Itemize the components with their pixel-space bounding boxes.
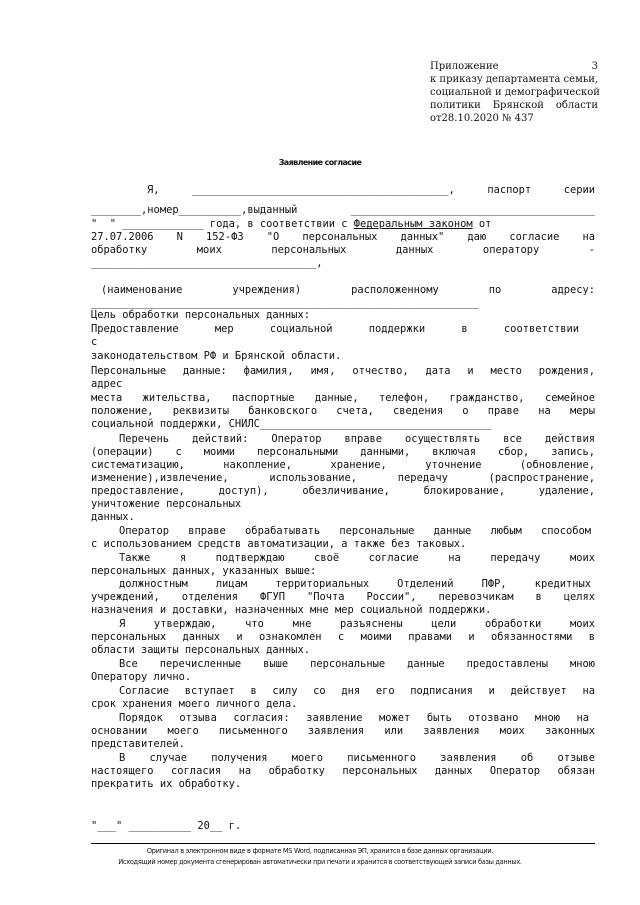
appendix-line: Приложение 3 bbox=[430, 61, 598, 72]
footer-note: Оригинал в электронном виде в формате MS Word, подписанная ЭП, хранится в базе данных организации. bbox=[146, 847, 494, 855]
body-line: 27.07.2006 N 152-ФЗ "О персональных данных" даю согласие на bbox=[91, 231, 595, 243]
body-line: персональных данных, указанных выше: bbox=[91, 565, 317, 577]
body-line: Цель обработки персональных данных: bbox=[91, 309, 310, 321]
body-line: учреждений, отделения ФГУП "Почта России", перевозчикам в целях bbox=[91, 591, 595, 603]
body-line: положение, реквизиты банковского счета, сведения о праве на меры bbox=[91, 405, 595, 417]
date-line: "___" __________ 20__ г. bbox=[91, 820, 242, 832]
body-line: уничтожение персональных bbox=[91, 498, 242, 510]
body-line: области защиты персональных данных. bbox=[91, 644, 310, 656]
body-line: обработку моих персональных данных оператору - bbox=[91, 244, 595, 256]
body-line: представителей. bbox=[91, 738, 185, 750]
body-line: назначения и доставки, назначенных мне мер социальной поддержки. bbox=[91, 604, 492, 616]
body-line: срок хранения моего личного дела. bbox=[91, 698, 298, 710]
body-line: Согласие вступает в силу со дня его подписания и действует на bbox=[119, 685, 595, 697]
body-line: данных. bbox=[91, 511, 135, 523]
body-line: с использованием средств автоматизации, а также без таковых. bbox=[91, 538, 467, 550]
body-line: Оператор вправе обрабатывать персональные данные любым способом bbox=[119, 525, 591, 537]
body-line: ________,номер__________,выданный _______________________________________ bbox=[91, 204, 595, 216]
body-line: В случае получения моего письменного заявления об отзыве bbox=[119, 752, 595, 764]
body-text: от bbox=[472, 218, 492, 230]
body-line: настоящего согласия на обработку персональных данных Оператор обязан bbox=[91, 765, 595, 777]
body-line: персональных данных и ознакомлен с моими правами и обязанностями в bbox=[91, 631, 595, 643]
body-line: основании моего письменного заявления или заявления моих законных bbox=[91, 725, 595, 737]
body-line: изменение),извлечение, использование, передачу (распространение, bbox=[91, 472, 595, 484]
body-line: Предоставление мер социальной поддержки в соответствии bbox=[91, 323, 579, 335]
body-line bbox=[91, 218, 595, 231]
body-line: места жительства, паспортные данные, телефон, гражданство, семейное bbox=[91, 392, 595, 404]
body-line: прекратить их обработку. bbox=[91, 778, 242, 790]
body-line: Я, _________________________________________, паспорт серии bbox=[147, 184, 595, 196]
body-line: предоставление, доступ), обезличивание, блокирование, удаление, bbox=[91, 485, 595, 497]
body-line: Все перечисленные выше персональные данные предоставлены мною bbox=[119, 658, 595, 670]
appendix-line: социальной и демографической bbox=[430, 87, 600, 98]
appendix-line: политики Брянской области bbox=[430, 100, 598, 111]
body-text: " " _____________ года, в соответствии с bbox=[91, 218, 354, 230]
body-line: ____________________________________, bbox=[91, 257, 323, 269]
federal-law-link[interactable]: Федеральным законом bbox=[353, 218, 473, 230]
body-line: Перечень действий: Оператор вправе осуществлять все действия bbox=[119, 433, 595, 445]
body-line: (операции) с моими персональными данными, включая сбор, запись, bbox=[91, 446, 595, 458]
body-line: социальной поддержки, СНИЛС_____________________________________ bbox=[91, 418, 492, 430]
body-line: Также я подтверждаю своё согласие на передачу моих bbox=[119, 552, 595, 564]
body-line: с bbox=[91, 336, 98, 348]
body-line: Порядок отзыва согласия: заявление может быть отозвано мною на bbox=[119, 712, 589, 724]
body-line: (наименование учреждения) расположенному по адресу: bbox=[101, 284, 595, 296]
body-line: ______________________________________________________________ bbox=[91, 297, 479, 309]
document-title: Заявление согласие bbox=[278, 158, 362, 167]
body-line: Персональные данные: фамилия, имя, отчество, дата и место рождения, bbox=[91, 365, 595, 377]
body-line: адрес bbox=[91, 378, 123, 390]
body-line: должностным лицам территориальных Отделений ПФР, кредитных bbox=[119, 578, 591, 590]
appendix-line: к приказу департамента семьи, bbox=[430, 74, 599, 85]
appendix-block bbox=[430, 60, 598, 125]
body-line: законодательством РФ и Брянской области. bbox=[91, 350, 342, 362]
body-line: Я утверждаю, что мне разъяснены цели обработки моих bbox=[119, 618, 595, 630]
footer-note: Исходящий номер документа сгенерирован автоматически при печати и хранится в соответствующей записи базы данных. bbox=[118, 858, 522, 866]
appendix-line: от28.10.2020 № 437 bbox=[430, 113, 534, 124]
body-line: Оператору лично. bbox=[91, 671, 192, 683]
footer-divider bbox=[91, 843, 595, 844]
body-line: систематизацию, накопление, хранение, уточнение (обновление, bbox=[91, 459, 595, 471]
